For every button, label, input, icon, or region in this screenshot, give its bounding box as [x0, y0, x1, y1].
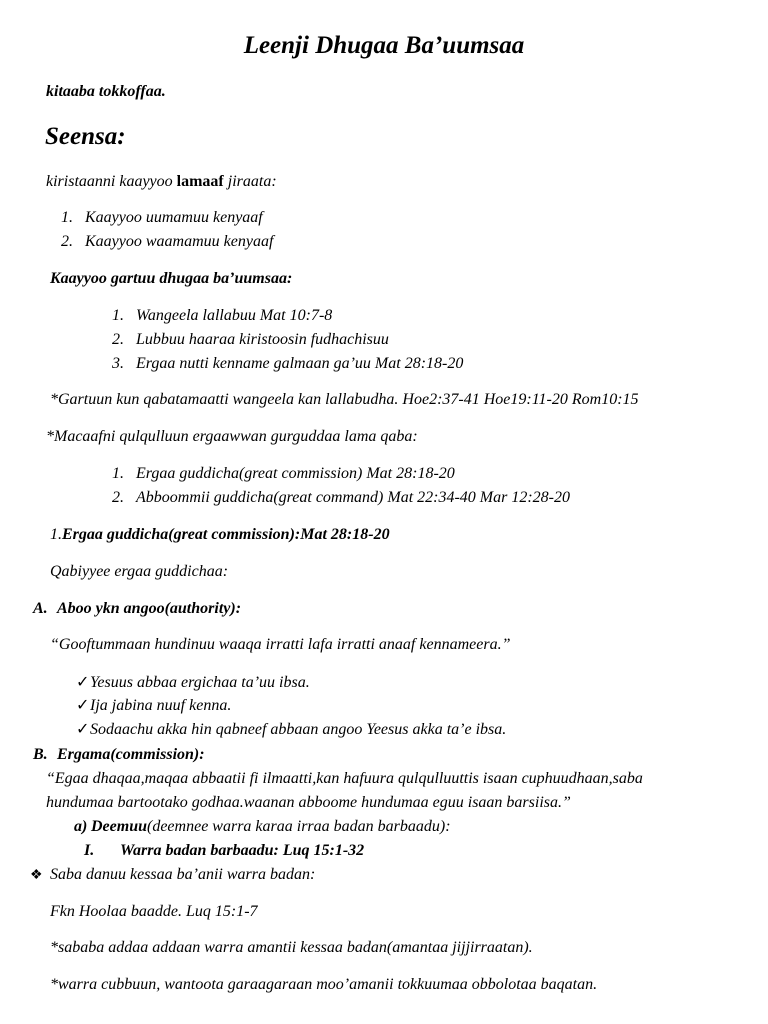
- qualities-line: Qabiyyee ergaa guddichaa:: [50, 563, 229, 580]
- document-subtitle: kitaaba tokkoffaa.: [46, 83, 166, 100]
- quote-line: “Gooftummaan hundinuu waaqa irratti lafa irratti anaaf kennameera.”: [50, 636, 511, 653]
- list-item: [61, 208, 263, 228]
- list-text: Wangeela lallabuu Mat 10:7-8: [136, 307, 333, 324]
- diamond-item: [30, 865, 315, 886]
- list-number: 3.: [112, 355, 124, 372]
- section-title: Ergaa guddicha(great commission):Mat 28:18-20: [62, 526, 390, 543]
- list-number: 1.: [112, 307, 124, 324]
- point-title: Ergama(commission):: [57, 746, 205, 763]
- quote-line: “Egaa dhaqaa,maqaa abbaatii fi ilmaatti,kan hafuura qulqulluuttis isaan cuphuudhaan,saba: [46, 770, 643, 787]
- check-text: Yesuus abbaa ergichaa ta’uu ibsa.: [90, 674, 310, 691]
- sub-bold: Deemuu: [91, 818, 147, 835]
- check-icon: ✓: [76, 697, 90, 714]
- note-line: *sababa addaa addaan warra amantii kessaa badan(amantaa jijjirraatan).: [50, 939, 533, 956]
- quote-line: hundumaa bartootako godhaa.waanan abboome hundumaa eguu isaan barsiisa.”: [46, 794, 571, 811]
- roman-text: Warra badan barbaadu: Luq 15:1-32: [120, 842, 365, 859]
- section-heading: Seensa:: [45, 123, 126, 150]
- list-item: [112, 488, 570, 508]
- check-text: Sodaachu akka hin qabneef abbaan angoo Yeesus akka ta’e ibsa.: [90, 721, 507, 738]
- roman-number: I.: [84, 842, 95, 859]
- check-icon: ✓: [76, 721, 90, 738]
- check-icon: ✓: [76, 674, 90, 691]
- list-item: [112, 464, 455, 484]
- note-line: *Gartuun kun qabatamaatti wangeela kan lallabudha. Hoe2:37-41 Hoe19:11-20 Rom10:15: [50, 391, 639, 408]
- point-a-heading: [33, 599, 241, 619]
- check-item: [76, 696, 231, 716]
- list-text: Ergaa guddicha(great commission) Mat 28:18-20: [136, 465, 455, 482]
- list-text: Lubbuu haaraa kiristoosin fudhachisuu: [136, 331, 389, 348]
- list-number: 1.: [61, 209, 73, 226]
- point-letter: B.: [33, 746, 48, 763]
- intro-bold: lamaaf: [176, 173, 224, 190]
- point-letter: A.: [33, 600, 48, 617]
- check-text: Ija jabina nuuf kenna.: [90, 697, 232, 714]
- list-text: Kaayyoo waamamuu kenyaaf: [85, 233, 274, 250]
- list-number: 2.: [112, 331, 124, 348]
- list-number: 2.: [112, 489, 124, 506]
- list-text: Ergaa nutti kenname galmaan ga’uu Mat 28:18-20: [136, 355, 464, 372]
- document-title: Leenji Dhugaa Ba’uumsaa: [243, 32, 525, 59]
- list-text: Kaayyoo uumamuu kenyaaf: [85, 209, 263, 226]
- note-line: *warra cubbuun, wantoota garaagaraan moo’amanii tokkuumaa obbolotaa baqatan.: [50, 976, 598, 993]
- list-item: [112, 306, 332, 326]
- list-item: [112, 330, 389, 350]
- list-number: 2.: [61, 233, 73, 250]
- sub-letter: a): [74, 818, 88, 835]
- check-item: [76, 720, 506, 740]
- list-text: Abboommii guddicha(great command) Mat 22:34-40 Mar 12:28-20: [136, 489, 571, 506]
- group-heading: Kaayyoo gartuu dhugaa ba’uumsaa:: [50, 270, 293, 287]
- section-1-heading: [50, 525, 390, 545]
- sub-point-a: [74, 817, 451, 837]
- note-line: *Macaafni qulqulluun ergaawwan gurguddaa lama qaba:: [46, 428, 418, 445]
- section-number: 1.: [50, 526, 62, 543]
- roman-heading: [84, 841, 364, 861]
- intro-before: kiristaanni kaayyoo: [46, 173, 177, 190]
- diamond-text: Saba danuu kessaa ba’anii warra badan:: [50, 866, 316, 883]
- list-item: [61, 232, 273, 252]
- list-item: [112, 354, 463, 374]
- point-b-heading: [33, 745, 205, 765]
- intro-after: jiraata:: [223, 173, 277, 190]
- diamond-bullet-icon: ❖: [30, 868, 43, 883]
- sub-rest: (deemnee warra karaa irraa badan barbaadu):: [147, 818, 451, 835]
- example-line: Fkn Hoolaa baadde. Luq 15:1-7: [50, 903, 258, 920]
- list-number: 1.: [112, 465, 124, 482]
- check-item: [76, 673, 310, 693]
- intro-line: [46, 172, 277, 192]
- point-title: Aboo ykn angoo(authority):: [57, 600, 242, 617]
